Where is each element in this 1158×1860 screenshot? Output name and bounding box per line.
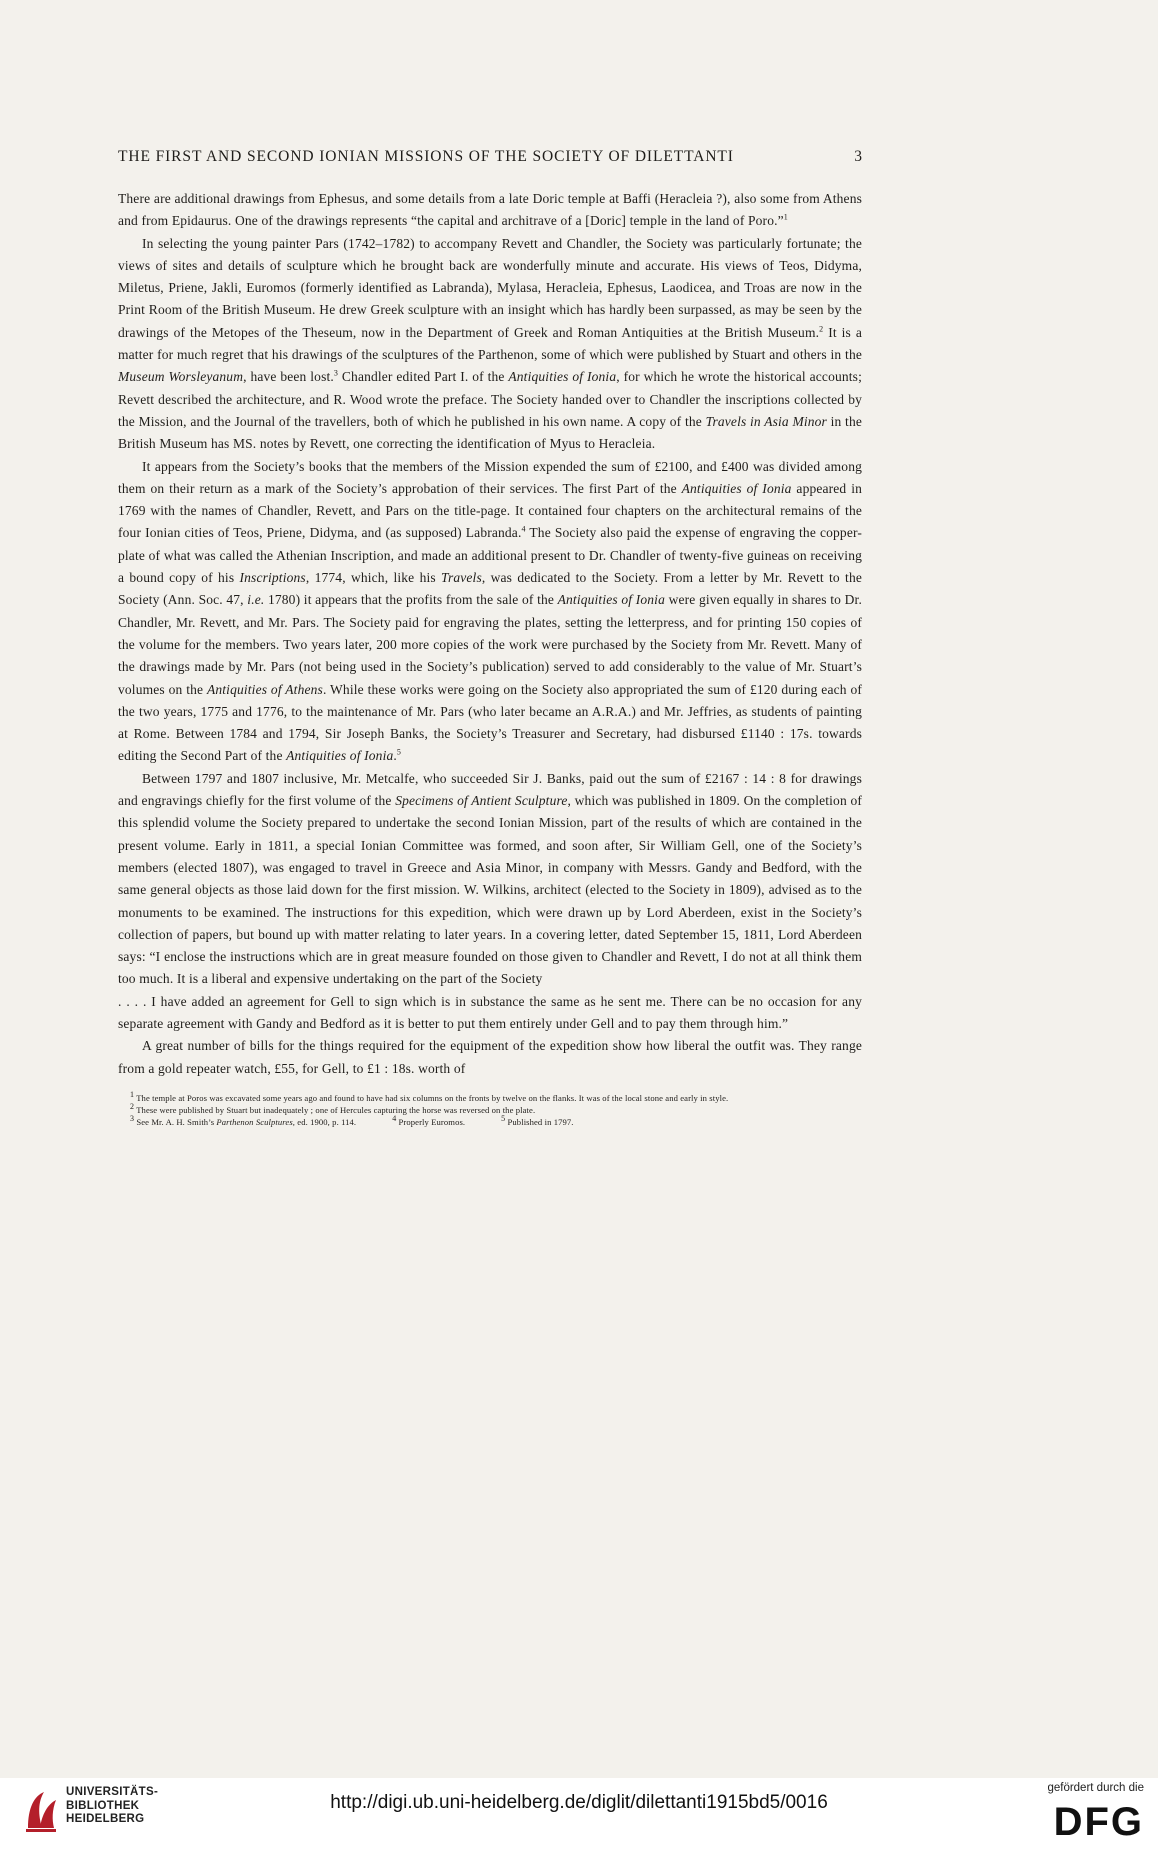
footnote-text: Published in 1797.: [507, 1117, 574, 1128]
footnote-number: 5: [501, 1114, 506, 1124]
footnote-number: 3: [130, 1114, 135, 1124]
footnote-mark: 5: [396, 747, 402, 757]
text-run: , have been lost.: [243, 369, 334, 385]
footnote-number: 4: [392, 1114, 397, 1124]
text-run: .: [393, 748, 397, 764]
funding-label: gefördert durch die: [1047, 1782, 1144, 1794]
text-run: It appears from the Society’s books that the members of the Mission expended the sum of £2100, and £400 was divided among them on their return as a mark of the Society’s approbation of their services. The first Part of the: [118, 458, 862, 496]
paragraph-3: [118, 456, 862, 768]
paragraph-4: [118, 768, 862, 991]
footnote-text: See Mr. A. H. Smith’s: [136, 1117, 217, 1128]
italic-title: Antiquities of Ionia: [681, 480, 792, 496]
italic-abbrev: i.e.: [247, 592, 265, 608]
paragraph-1: [118, 188, 862, 233]
text-run: . While these works were going on the Society also appropriated the sum of £120 during each of the two years, 1775 and 1776, to the maintenance of Mr. Pars (who later became an A.R.A.) and Mr. Jeffries, as students of painting at Rome. Between 1784 and 1794, Sir Joseph Banks, the Society’s Treasurer and Secretary, had disbursed £1140 : 17s. towards editing the Second Part of the: [118, 681, 862, 764]
dfg-logo: DFG: [1053, 1800, 1144, 1844]
footnotes: [118, 1092, 862, 1129]
footnote-mark: 2: [819, 324, 824, 334]
document-page: [118, 148, 862, 1128]
text-run: . . . . I have added an agreement for Gell to sign which is in substance the same as he sent me. There can be no occasion for any separate agreement with Gandy and Bedford as it is better to put them entirely under Gell and to pay them through him.”: [118, 993, 862, 1031]
italic-title: Museum Worsleyanum: [118, 369, 244, 385]
italic-title: Antiquities of Ionia: [286, 748, 394, 764]
text-run: Chandler edited Part I. of the: [338, 369, 509, 385]
text-run: A great number of bills for the things required for the equipment of the expedition show how liberal the outfit was. They range from a gold repeater watch, £55, for Gell, to £1 : 18s. worth of: [118, 1038, 862, 1076]
text-run: The Society also paid the expense of engraving the copper-plate of what was called the Athenian Inscription, and made an additional present to Dr. Chandler of twenty-five guineas on receiving a bound copy of his: [118, 525, 862, 586]
footnote-italic: Parthenon Sculptures: [216, 1117, 293, 1128]
italic-title: Specimens of Antient Sculpture: [395, 793, 568, 809]
footnote-text: , ed. 1900, p. 114.: [292, 1117, 357, 1128]
footnote-3: [118, 1116, 356, 1128]
text-run: , which was published in 1809. On the completion of this splendid volume the Society prepared to undertake the second Ionian Mission, part of the results of which are contained in the present volume. Early in 1811, a special Ionian Committee was formed, and soon after, Sir William Gell, one of the Society’s members (elected 1807), was engaged to travel in Greece and Asia Minor, in company with Messrs. Gandy and Bedford, with the same general objects as those laid down for the first mission. W. Wilkins, architect (elected to the Society in 1809), advised as to the monuments to be examined. The instructions for this expedition, which were drawn up by Lord Aberdeen, exist in the Society’s collection of papers, but bound up with matter relating to later years. In a covering letter, dated September 15, 1811, Lord Aberdeen says: “I enclose the instructions which are in great measure founded on those given to Chandler and Revett, I do not at all think them too much. It is a liberal and expensive undertaking on the part of the Society: [118, 793, 863, 987]
library-name-line: BIBLIOTHEK: [66, 1799, 140, 1812]
paragraph-4-continued: [118, 991, 862, 1036]
footnote-mark: 3: [333, 368, 339, 378]
italic-title: Travels in Asia Minor: [705, 413, 827, 429]
text-run: In selecting the young painter Pars (1742–1782) to accompany Revett and Chandler, the Society was particularly fortunate; the views of sites and details of sculpture which he brought back are wonderfully minute and accurate. His views of Teos, Didyma, Miletus, Priene, Jakli, Euromos (formerly identified as Labranda), Mylasa, Heracleia, Ephesus, Laodicea, and Troas are now in the Print Room of the British Museum. He drew Greek sculpture with an insight which has hardly been surpassed, as may be seen by the drawings of the Metopes of the Theseum, now in the Department of Greek and Roman Antiquities at the British Museum.: [118, 235, 862, 340]
italic-title: Antiquities of Ionia: [508, 369, 617, 385]
italic-title: Antiquities of Ionia: [557, 592, 665, 608]
footnote-4: [380, 1116, 465, 1128]
italic-title: Travels: [441, 570, 482, 586]
text-run: , 1774, which, like his: [305, 570, 442, 586]
footnote-mark: 4: [521, 524, 526, 534]
footnote-text: Properly Euromos.: [398, 1117, 466, 1128]
paragraph-5: [118, 1035, 862, 1080]
footnote-row: [118, 1116, 862, 1128]
footnote-number: 2: [130, 1102, 135, 1112]
footnote-text: The temple at Poros was excavated some years ago and found to have had six columns on the fronts by twelve on the flanks. It was of the local stone and early in style.: [136, 1092, 729, 1103]
footnote-5: [489, 1116, 573, 1128]
running-title: THE FIRST AND SECOND IONIAN MISSIONS OF THE SOCIETY OF DILETTANTI: [118, 148, 734, 165]
text-run: , for which he wrote the historical accounts; Revett described the architecture, and R. Wood wrote the preface. The Society handed over to Chandler the inscriptions collected by the Mission, and the Journal of the travellers, both of which he published in his own name. A copy of the: [118, 369, 862, 429]
text-run: 1780) it appears that the profits from the sale of the: [264, 592, 558, 608]
italic-title: Inscriptions: [239, 570, 306, 586]
viewer-footer: [0, 1778, 1158, 1860]
footnote-2: [118, 1104, 862, 1116]
permalink-url[interactable]: http://digi.ub.uni-heidelberg.de/diglit/dilettanti1915bd5/0016: [330, 1792, 828, 1813]
paragraph-2: [118, 233, 862, 456]
library-name-line: HEIDELBERG: [66, 1813, 145, 1825]
italic-title: Antiquities of Athens: [206, 681, 323, 697]
page-number: 3: [854, 148, 862, 165]
text-run: There are additional drawings from Ephesus, and some details from a late Doric temple at Baffi (Heracleia ?), also some from Athens and from Epidaurus. One of the drawings represents “the capital and architrave of a [Doric] temple in the land of Poro.”: [118, 191, 862, 229]
running-head: [118, 148, 862, 166]
text-run: It is a matter for much regret that his drawings of the sculptures of the Parthenon, some of which were published by Stuart and others in the: [118, 324, 862, 363]
footnote-1: [118, 1092, 862, 1104]
text-run: , was dedicated to the Society. From a letter by Mr. Revett to the Society (Ann. Soc. 47,: [118, 570, 862, 608]
text-run: in the British Museum has MS. notes by Revett, one correcting the identification of Myus to Heracleia.: [118, 413, 863, 452]
text-run: Between 1797 and 1807 inclusive, Mr. Metcalfe, who succeeded Sir J. Banks, paid out the sum of £2167 : 14 : 8 for drawings and engravings chiefly for the first volume of the: [118, 770, 862, 809]
footnote-mark: 1: [783, 212, 788, 222]
library-name-line: UNIVERSITÄTS-: [66, 1786, 159, 1798]
footnote-text: These were published by Stuart but inadequately ; one of Hercules capturing the horse was reversed on the plate.: [136, 1105, 536, 1116]
text-run: appeared in 1769 with the names of Chandler, Revett, and Pars on the title-page. It contained four chapters on the architectural remains of the four Ionian cities of Teos, Priene, Didyma, and (as supposed) Labranda.: [118, 480, 862, 541]
footnote-number: 1: [130, 1090, 135, 1100]
text-run: were given equally in shares to Dr. Chandler, Mr. Revett, and Mr. Pars. The Society paid for engraving the plates, setting the letterpress, and for printing 150 copies of the volume for the members. Two years later, 200 more copies of the work were purchased by the Society from Mr. Revett. Many of the drawings made by Mr. Pars (not being used in the Society’s publication) served to add considerably to the value of Mr. Stuart’s volumes on the: [118, 592, 862, 697]
body-text: [118, 188, 862, 1080]
